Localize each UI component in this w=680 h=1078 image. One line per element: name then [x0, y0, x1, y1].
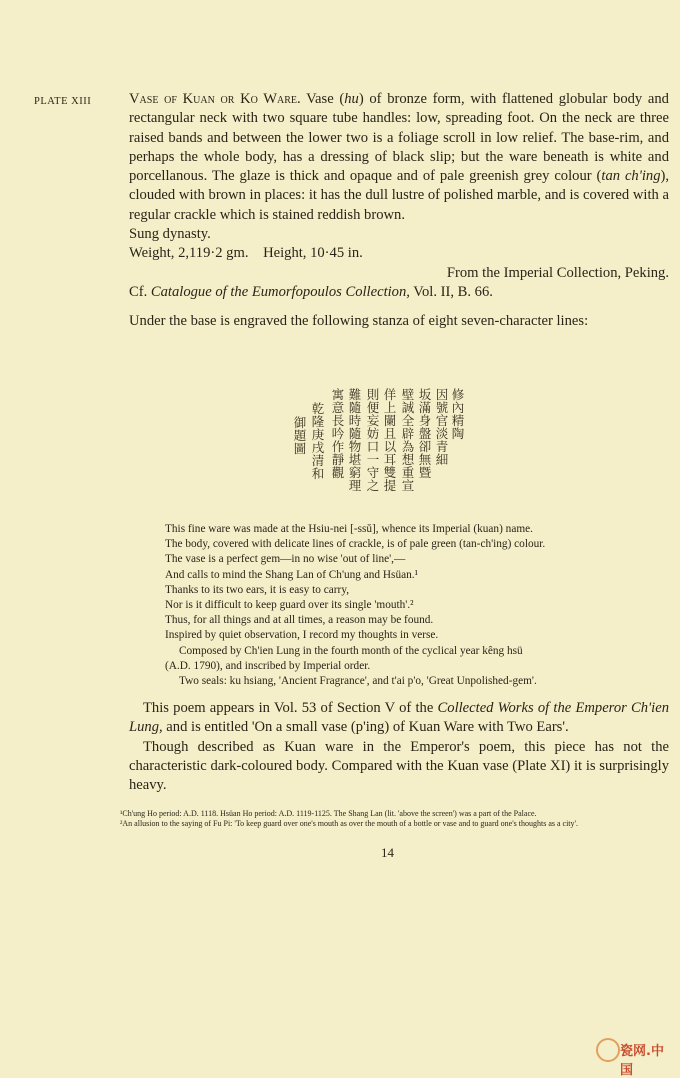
poem-line: The vase is a perfect gem—in no wise 'out of line',— [165, 553, 406, 566]
footnote: ¹Ch'ung Ho period: A.D. 1118. Hsüan Ho period: A.D. 1119-1125. The Shang Lan (lit. 'above the screen') was a part of the Palace. [120, 809, 537, 818]
calligraphy-column: 御題圖 [292, 416, 307, 455]
calligraphy-inscription [288, 388, 464, 502]
calligraphy-column: 修內精陶 [450, 388, 465, 440]
poem-line: Thanks to its two ears, it is easy to carry, [165, 583, 350, 596]
calligraphy-column: 難隨時隨物堪窮理 [347, 388, 362, 492]
plate-label: PLATE XIII [34, 96, 92, 107]
watermark [596, 1038, 676, 1078]
engraved-intro: Under the base is engraved the following stanza of eight seven-character lines: [129, 313, 589, 330]
main-description [129, 90, 669, 332]
poem-source-paragraph: This poem appears in Vol. 53 of Section V of the Collected Works of the Emperor Ch'ien Lung, and is entitled 'On a small vase (p'ing) of Kuan Ware with Two Ears'. [129, 700, 669, 736]
calligraphy-column: 寓意長吟作靜觀 [330, 388, 345, 479]
watermark-logo-icon [596, 1038, 620, 1062]
page-number: 14 [381, 845, 394, 860]
measurements: Weight, 2,119·2 gm. Height, 10·45 in. [129, 245, 363, 262]
poem-line: This fine ware was made at the Hsiu-nei [-ssŭ], whence its Imperial (kuan) name. [165, 523, 533, 535]
poem-line: The body, covered with delicate lines of crackle, is of pale green (tan-ch'ing) colour. [165, 538, 546, 551]
poem-line: Inspired by quiet observation, I record my thoughts in verse. [165, 629, 439, 642]
catalogue-reference: Cf. Catalogue of the Eumorfopoulos Collection, Vol. II, B. 66. [129, 283, 493, 300]
colophon-line: Composed by Ch'ien Lung in the fourth month of the cyclical year kêng hsü [179, 644, 523, 657]
description-paragraph: Vase of Kuan or Ko Ware. Vase (hu) of bronze form, with flattened globular body and rectangular neck with two square tube handles: low, spreading foot. On the neck are three raised bands and between the lower two is a foliage scroll in low relief. The base-rim, and perhaps the whole body, has a dressing of black slip; but the ware beneath is white and porcellanous. The glaze is thick and opaque and of pale greenish grey colour (tan ch'ing), clouded with brown in places: it has the dull lustre of polished marble, and is covered with a regular crackle which is stained reddish brown. [129, 91, 670, 223]
closing-text [129, 699, 669, 795]
poem-line: Thus, for all things and at all times, a reason may be found. [165, 614, 434, 627]
calligraphy-column: 壁誠全辟為想重宣 [400, 388, 415, 492]
poem-line: And calls to mind the Shang Lan of Ch'ung and Hsüan.¹ [165, 568, 418, 581]
poem-line: Nor is it difficult to keep guard over its single 'mouth'.² [165, 599, 414, 612]
colophon-line: Two seals: ku hsiang, 'Ancient Fragrance', and t'ai p'o, 'Great Unpolished-gem'. [179, 675, 537, 688]
poem-translation [165, 522, 635, 689]
calligraphy-column: 則便妄妨口一守之 [365, 388, 380, 492]
provenance: From the Imperial Collection, Peking. [446, 264, 669, 281]
comparison-paragraph: Though described as Kuan ware in the Emperor's poem, this piece has not the characteristic dark-coloured body. Compared with the Kuan vase (Plate XI) it is surprisingly heavy. [129, 738, 669, 794]
dynasty: Sung dynasty. [129, 226, 211, 243]
calligraphy-column: 因號官淡青細 [434, 388, 449, 466]
calligraphy-column: 乾隆庚戌清和 [310, 402, 325, 480]
footnotes [120, 809, 672, 829]
colophon-line: (A.D. 1790), and inscribed by Imperial order. [165, 659, 371, 672]
heading: Vase of Kuan or Ko Ware. [129, 91, 301, 107]
calligraphy-column: 佯上闌且以耳雙提 [382, 388, 397, 492]
watermark-text: 瓷网.中国 [620, 1044, 664, 1078]
calligraphy-column: 坂滿身盤卻無暨 [417, 388, 432, 479]
footnote: ²An allusion to the saying of Fu Pi: 'To keep guard over one's mouth as over the mouth of a bottle or vase and to guard one's thoughts as a city'. [120, 819, 578, 828]
